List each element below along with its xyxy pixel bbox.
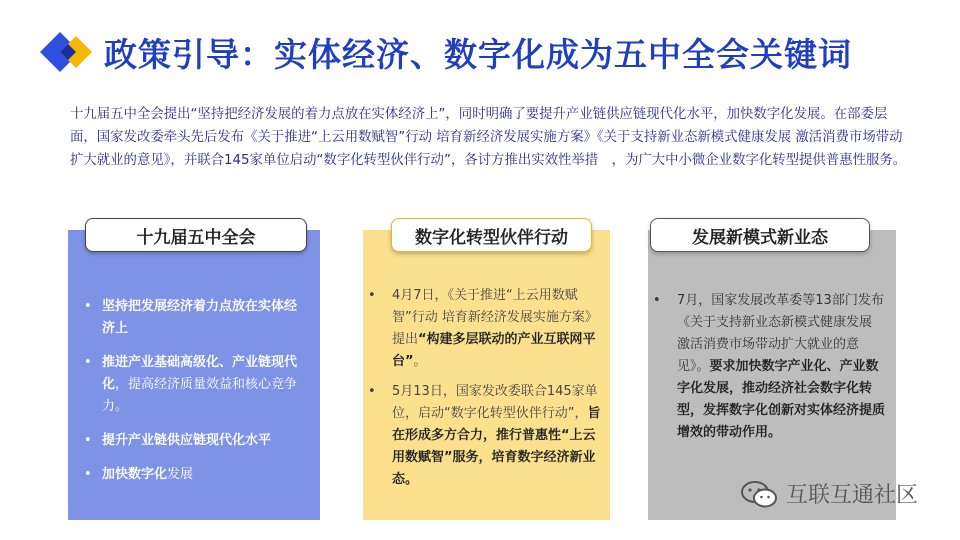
bullet-text: ，提高经济质量效益和核心竞争力。 (102, 377, 298, 414)
list-item (84, 464, 309, 486)
wechat-icon (740, 479, 778, 509)
card-title-digital-partner: 数字化转型伙伴行动 (391, 218, 592, 252)
bullet-text: 。 (413, 354, 427, 369)
list-item (653, 290, 885, 444)
bullet-text-bold: 提升产业链供应链现代化水平 (102, 433, 272, 448)
intro-paragraph: 十九届五中全会提出“坚持把经济发展的着力点放在实体经济上”，同时明确了要提升产业链供应链现代化水平，加快数字化发展。在部委层面，国家发改委牵头先后发布《关于推进“上云用数赋智”行动 培育新经济发展实施方案》《关于支持新业态新模式健康发展 激活消费市场带动扩大就业的意见》，并联合145家单位启动“数字化转型伙伴行动”，各讨方推出实效性举措 ，为广大中小微企业数字化转型提供普惠性服务。 (70, 107, 907, 168)
list-item (84, 296, 309, 340)
bullet-text-bold: 要求加快数字产业化、产业数字化发展，推动经济社会数字化转型，发挥数字化创新对实体经济提质增效的带动作用。 (677, 359, 886, 440)
page-title: 政策引导：实体经济、数字化成为五中全会关键词 (104, 35, 852, 74)
watermark (740, 478, 918, 509)
bullet-text-bold: 加快数字化 (102, 467, 168, 482)
watermark-text: 互联互通社区 (786, 483, 919, 508)
bullet-text: 4月7日，《关于推进“上云用数赋智”行动 培育新经济发展实施方案》提出 (392, 288, 598, 347)
bullet-text-bold: “构建多层联动的产业互联网平台” (392, 332, 596, 369)
bullet-list-fifth-plenum (84, 296, 309, 498)
bullet-text-bold: 旨在形成多方合力，推行普惠性“上云用数赋智”服务，培育数字经济新业态。 (392, 406, 601, 487)
card-title-fifth-plenum: 十九届五中全会 (85, 218, 307, 252)
list-item (368, 285, 603, 373)
list-item (84, 430, 309, 452)
bullet-text-bold: 坚持把发展经济着力点放在实体经济上 (102, 299, 298, 336)
list-item (368, 381, 603, 491)
bullet-text-bold: 推进产业基础高级化、产业链现代化 (102, 355, 298, 392)
list-item (84, 352, 309, 418)
card-title-new-models: 发展新模式新业态 (650, 218, 870, 252)
bullet-text: 发展 (167, 467, 194, 482)
bullet-text: 5月13日，国家发改委联合145家单位，启动“数字化转型伙伴行动”， (392, 384, 598, 421)
bullet-list-digital-partner (368, 285, 603, 499)
bullet-list-new-models (653, 290, 885, 456)
diamond-logo-icon (38, 30, 98, 74)
bullet-text: 7月，国家发展改革委等13部门发布《关于支持新业态新模式健康发展 激活消费市场带动扩大就业的意见》。 (677, 293, 884, 374)
